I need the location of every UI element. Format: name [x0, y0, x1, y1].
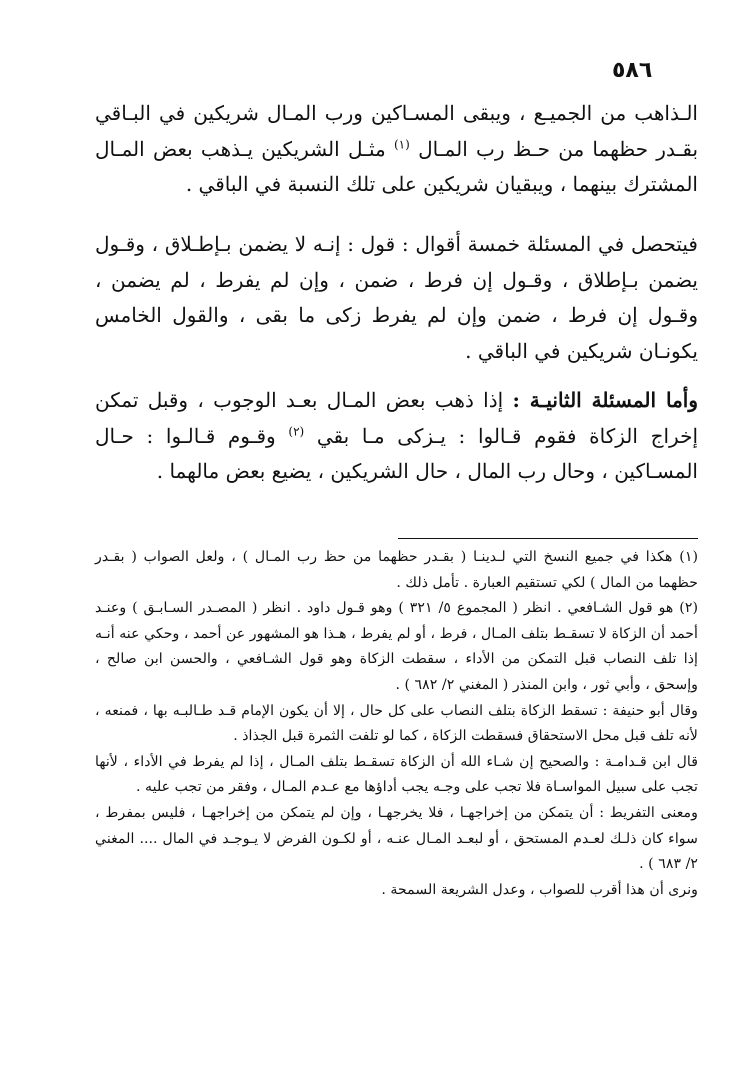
main-paragraph-2: فيتحصل في المسئلة خمسة أقوال : قول : إنـه لا يضمن بـإطـلاق ، وقـول يضمن بـإطلاق ، وقـول إن فرط ، ضمن ، وإن لم يفرط ، لم يضمن ، وقـول إن فرط ، ضمن وإن لم يفرط زكى ما بقى ، والقول الخامس يكونـان شريكين في الباقي .	[95, 232, 698, 363]
main-paragraph-3	[95, 383, 698, 490]
footnote-2-part-4: ومعنى التفريط : أن يتمكن من إخراجهـا ، فلا يخرجهـا ، وإن لم يتمكن من إخراجهـا ، فليس بمفرط ، سواء كان ذلـك لعـدم المستحق ، أو لبعـد المـال عنـه ، أو لكـون الفرض لا يـوجـد في المال .... المغني ٢/ ٦٨٣ ) .	[95, 804, 698, 873]
footnote-2-part-2: وقال أبو حنيفة : تسقط الزكاة بتلف النصاب على كل حال ، إلا أن يكون الإمام قـد طـالبـه بها ، فمنعه ، لأنه تلف قبل محل الاستحقاق فسقطت الزكاة ، كما لو تلفت الثمرة قبل الجذاذ .	[95, 702, 698, 745]
footnote-ref-2: (٢)	[288, 423, 305, 438]
page-number: ٥٨٦	[612, 58, 653, 83]
paragraph-3-text: إذا ذهب بعض المـال بعـد الوجوب ، وقبل تمكن إخراج الزكاة فقوم قـالوا : يـزكى مـا بقي	[95, 388, 699, 448]
paragraph-3-text-end: وقـوم قـالـوا : حـال المسـاكين ، وحال رب المال ، حال الشريكين ، يضيع بعض مالهما .	[95, 423, 698, 483]
footnote-2-part-1: (٢) هو قول الشـافعي . انظر ( المجموع ٥/ ٣٢١ ) وهو قـول داود . انظر ( المصـدر السـابـق ) وعنـد أحمد أن الزكاة لا تسقـط بتلف المـال ، فرط ، أو لم يفرط ، هـذا هو المشهور عن أحمد ، وحكي عنه أنـه إذا تلف النصاب قبل التمكن من الأداء ، سقطت الزكاة وهو قول الشـافعي ، والحسن ابن صالح ، وإسحق ، وأبي ثور ، وابن المنذر ( المغني ٢/ ٦٨٢ ) .	[95, 600, 698, 693]
main-paragraph-1	[95, 96, 698, 203]
footnote-ref-1: (١)	[393, 136, 410, 151]
paragraph-1-text-end: مثـل الشريكين يـذهب بعض المـال المشترك بينهما ، ويبقيان شريكين على تلك النسبة في الباقي .	[95, 136, 698, 196]
footnote-2-part-3: قال ابن قـدامـة : والصحيح إن شـاء الله أن الزكاة تسقـط بتلف المـال ، إذا لم يفرط في الأداء ، لأنها تجب على سبيل المواسـاة فلا تجب على وجـه يجب أداؤها مع عـدم المـال ، وفقر من تجب عليه .	[95, 753, 698, 796]
footnote-2-part-5: ونرى أن هذا أقرب للصواب ، وعدل الشريعة السمحة .	[381, 881, 698, 898]
footnote-separator	[398, 538, 698, 539]
paragraph-1-text: الـذاهب من الجميـع ، ويبقى المسـاكين ورب المـال شريكين في البـاقي بقـدر حظهما من حـظ رب المـال	[95, 101, 699, 161]
footnote-1: (١) هكذا في جميع النسخ التي لـدينـا ( بقـدر حظهما من حظ رب المـال ) ، ولعل الصواب ( بقـدر حظهما من المال ) لكي تستقيم العبارة . تأمل ذلك .	[95, 549, 698, 591]
paragraph-3-lead: وأما المسئلة الثانيـة :	[512, 388, 698, 412]
footnotes	[95, 545, 698, 903]
